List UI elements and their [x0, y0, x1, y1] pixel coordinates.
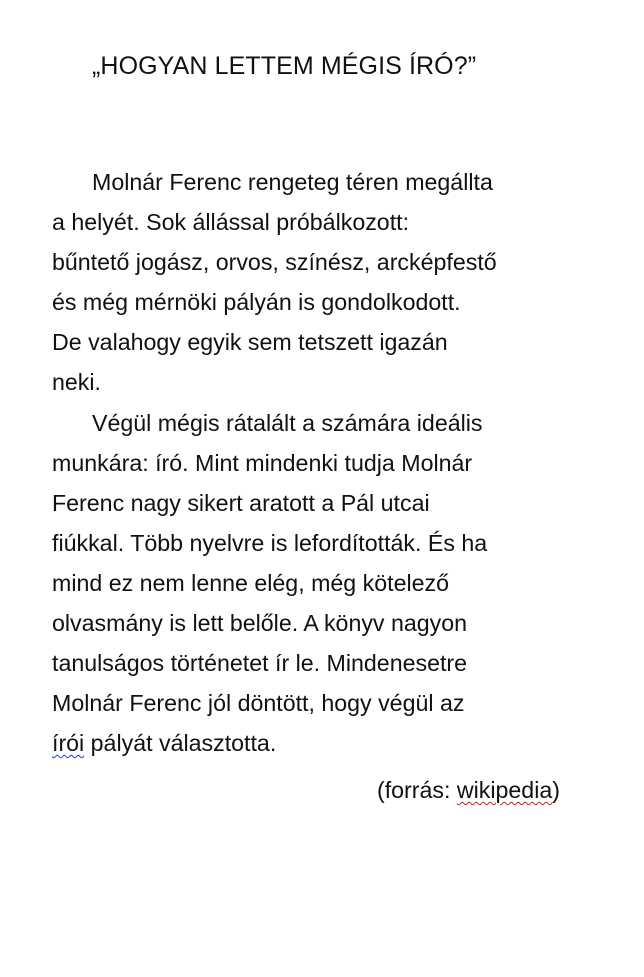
spelling-flagged-word[interactable]: wikipedia — [456, 777, 553, 803]
grammar-flagged-word[interactable]: írói — [52, 730, 85, 756]
text-line: mind ez nem lenne elég, még kötelező — [52, 570, 449, 596]
text-line: munkára: író. Mint mindenki tudja Molnár — [52, 450, 473, 476]
source-prefix: (forrás: — [376, 777, 457, 803]
paragraph-1 — [52, 162, 592, 402]
text-line: olvasmány is lett belőle. A könyv nagyon — [52, 610, 468, 636]
text-line: Molnár Ferenc jól döntött, hogy végül az — [52, 690, 465, 716]
text-line: Végül mégis rátalált a számára ideális — [92, 410, 483, 436]
text-line: és még mérnöki pályán is gondolkodott. — [52, 289, 461, 315]
text-line: a helyét. Sok állással próbálkozott: — [52, 209, 410, 235]
source-citation — [377, 770, 560, 810]
paragraph-2 — [52, 403, 592, 763]
text-line: Molnár Ferenc rengeteg téren megállta — [92, 169, 493, 195]
text-line: neki. — [52, 369, 101, 395]
source-suffix: ) — [552, 777, 560, 803]
text-line-rest: pályát választotta. — [84, 730, 277, 756]
text-line: fiúkkal. Több nyelvre is lefordították. És ha — [52, 530, 488, 556]
text-line: bűntető jogász, orvos, színész, arcképfestő — [52, 249, 497, 275]
document-title: „HOGYAN LETTEM MÉGIS ÍRÓ?” — [92, 52, 477, 80]
text-line: tanulságos történetet ír le. Mindenesetre — [52, 650, 468, 676]
text-line: Ferenc nagy sikert aratott a Pál utcai — [52, 490, 430, 516]
text-line: De valahogy egyik sem tetszett igazán — [52, 329, 448, 355]
text-line-last — [52, 723, 592, 763]
